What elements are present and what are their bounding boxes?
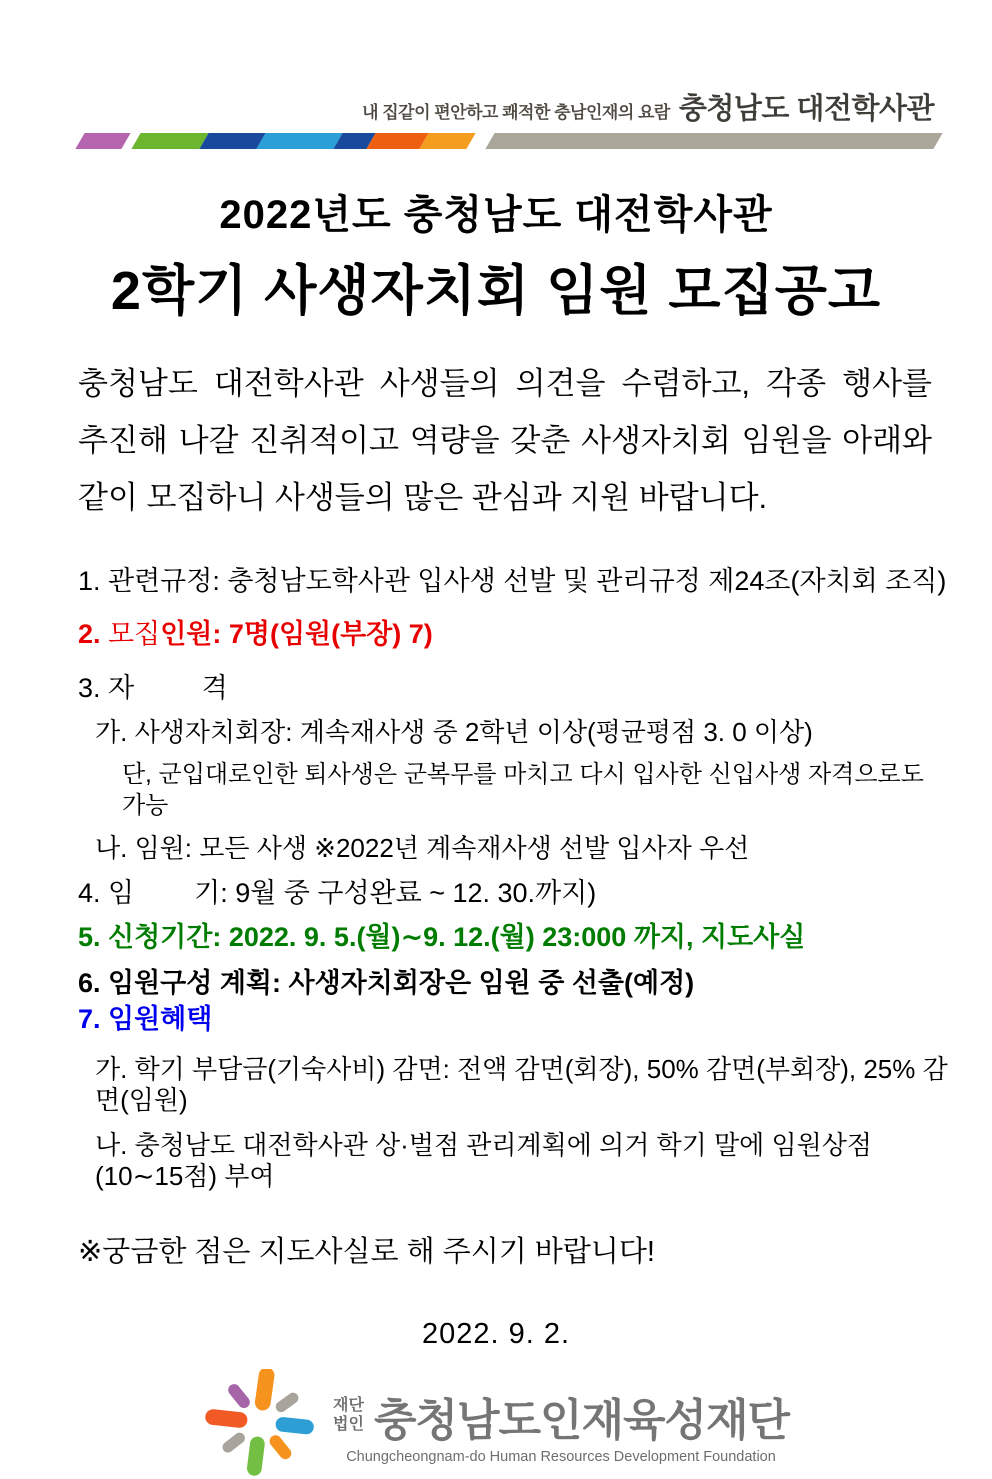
pinwheel-logo-icon [203, 1369, 321, 1479]
petal-top-orange [254, 1369, 276, 1411]
intro-line-3: 같이 모집하니 사생들의 많은 관심과 지원 바랍니다. [78, 480, 768, 515]
header-text [0, 0, 992, 127]
document-date: 2022. 9. 2. [421, 1318, 571, 1350]
item-7-sub-b: 나. 충청남도 대전학사관 상·벌점 관리계획에 의거 학기 말에 임원상점(10∼15점) 부여 [95, 1130, 872, 1191]
item-3-sub-b: 나. 임원: 모든 사생 ※2022년 계속재사생 선발 입사자 우선 [95, 833, 750, 863]
document-title-line2: 2학기 사생자치회 임원 모집공고 [110, 261, 882, 321]
intro-paragraph [78, 355, 932, 526]
item-3-sub-a: 가. 사생자치회장: 계속재사생 중 2학년 이상(평균평점 3. 0 이상) [95, 717, 813, 747]
item-2-detail: 인원: 7명(임원(부장) 7) [160, 619, 433, 649]
intro-line-1: 충청남도 대전학사관 사생들의 의견을 수렴하고, 각종 행사를 [78, 366, 932, 401]
list-item-3-qualification: 3. 자 격 [78, 673, 228, 703]
foundation-type-label: 재단 법인 [333, 1397, 364, 1433]
item-2-number: 2. [78, 619, 109, 649]
list-item-4-term: 4. 임 기: 9월 중 구성완료 ~ 12. 30.까지) [78, 878, 597, 908]
list-item-7-benefits: 7. 임원혜택 [78, 1004, 213, 1034]
list-item-2-headcount [78, 619, 952, 650]
item-7-sub-a: 가. 학기 부담금(기숙사비) 감면: 전액 감면(회장), 50% 감면(부회장), 25% 감면(임원) [95, 1054, 948, 1115]
document-title-line1: 2022년도 충청남도 대전학사관 [219, 193, 773, 237]
foundation-logo [0, 1369, 992, 1479]
inquiry-note: ※궁금한 점은 지도사실로 해 주시기 바랍니다! [78, 1236, 655, 1268]
page-header [0, 0, 992, 149]
petal-bottomleft-gray [220, 1430, 247, 1454]
bar-segment-green [131, 133, 208, 149]
foundation-logo-text [333, 1384, 789, 1465]
item-3-sub-a-note: 단, 군입대로인한 퇴사생은 군복무를 마치고 다시 입사한 신입사생 자격으로도 가능 [122, 761, 931, 819]
foundation-name-korean: 충청남도인재육성재단 [373, 1395, 789, 1445]
notice-list [78, 566, 952, 1192]
foundation-name-row [333, 1384, 789, 1448]
list-item-6-composition-plan: 6. 임원구성 계획: 사생자치회장은 임원 중 선출(예정) [78, 968, 695, 998]
petal-bottom-green [246, 1436, 265, 1477]
header-tagline: 내 집같이 편안하고 쾌적한 충남인재의 요람 [362, 103, 670, 122]
bar-segment-darkblue-1 [199, 133, 265, 149]
petal-bottomright-orange [267, 1433, 293, 1462]
item-2-prefix: 모집 [108, 619, 161, 649]
petal-right-blue [275, 1416, 315, 1435]
header-color-bar [0, 133, 992, 149]
intro-line-2: 추진해 나갈 진취적이고 역량을 갖춘 사생자치회 임원을 아래와 [78, 423, 932, 458]
foundation-name-english: Chungcheongnam-do Human Resources Development Foundation [346, 1448, 776, 1465]
list-item-5-application-period: 5. 신청기간: 2022. 9. 5.(월)∼9. 12.(월) 23:000 까지, 지도사실 [78, 922, 806, 952]
header-brand: 충청남도 대전학사관 [678, 93, 934, 125]
petal-topleft-purple [226, 1382, 252, 1411]
bar-segment-lightblue [256, 133, 342, 149]
bar-segment-gray [485, 133, 942, 149]
petal-left-redorange [205, 1408, 249, 1428]
bar-segment-purple [75, 133, 130, 149]
petal-topright-gray [274, 1391, 301, 1415]
list-item-1-regulation: 1. 관련규정: 충청남도학사관 입사생 선발 및 관리규정 제24조(자치회 조직) [78, 566, 947, 596]
bar-segment-orange-2 [419, 133, 475, 149]
